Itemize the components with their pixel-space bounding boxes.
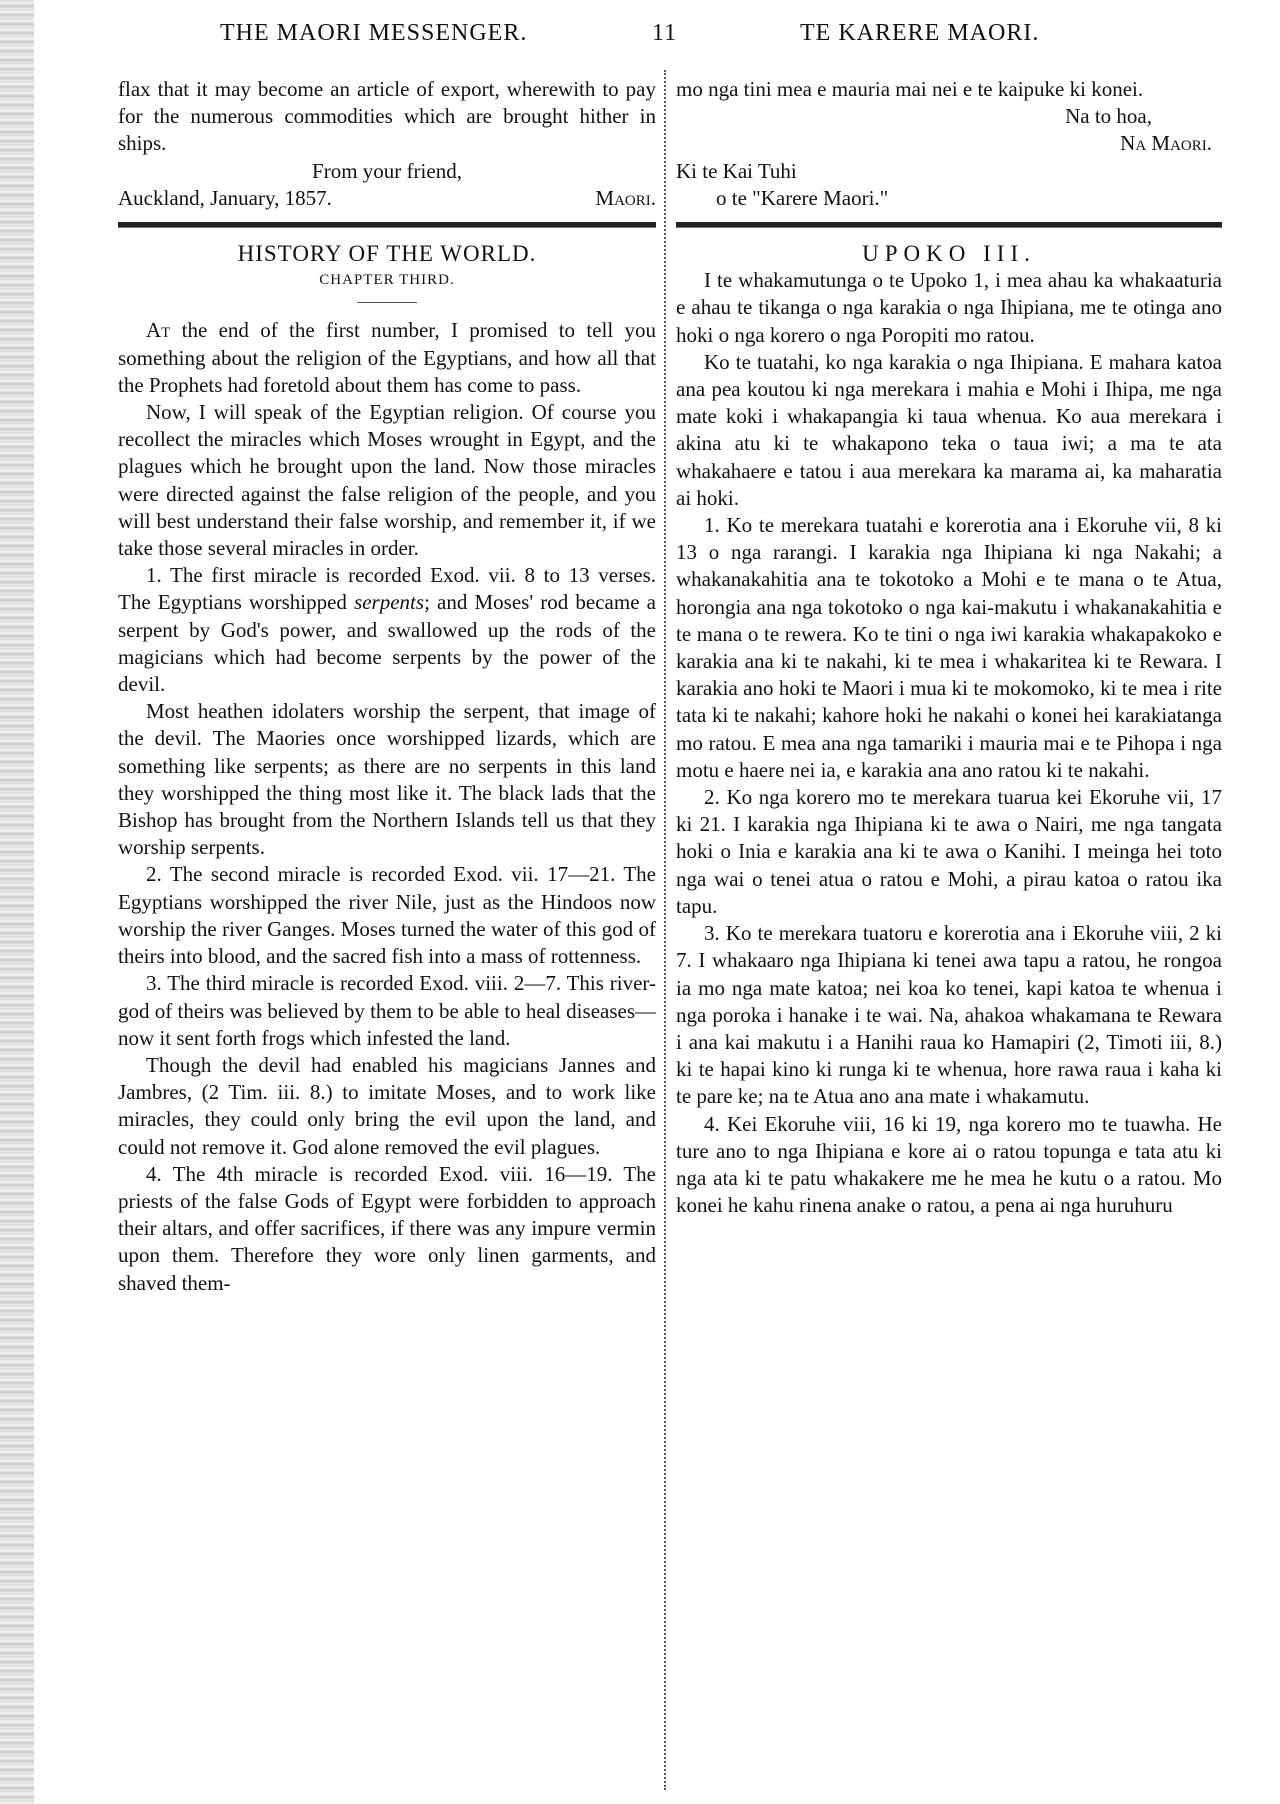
article-title: HISTORY OF THE WORLD.: [237, 241, 537, 267]
paragraph-4: Most heathen idolaters worship the serpent, that image of the devil. The Maories once worshipped lizards, which are something like serpents; as there are no serpents in this land they worshipped the thing most like it. The black lads that the Bishop has brought from the Northern Islands tell us that they worship serpents.: [118, 699, 656, 860]
paragraph-1: [118, 317, 656, 399]
english-column: [118, 76, 656, 1297]
paragraph-maori-3: 1. Ko te merekara tuatahi e korerotia ana i Ekoruhe vii, 8 ki 13 o nga rarangi. I karakia nga Ihipiana ki nga Nakahi; a whakanakahitia ana te tokotoko a Mohi e te mana o te Atua, horongia ana nga tokotoko o nga kai-makutu i whakanakahitia e te mana o te rewera. Ko te tini o nga iwi karakia whakapakoko e karakia ana ki te nakahi, ki te mea i whakaritea ki te Rewara. I karakia ano hoki te Maori i mua ki te mokomoko, ki te mea i rite tata ki te nakahi; kahore hoki he nakahi o konei hei karakiatanga mo ratou. E mea ana nga tamariki i mauria mai e te Pihopa i nga motu e haere nei ia, e karakia ana ano ratou ki te nakahi.: [676, 513, 1222, 782]
letter-signature-row: [118, 185, 656, 212]
page-number: 11: [652, 20, 678, 46]
letter-address-2: o te "Karere Maori.": [716, 185, 889, 210]
letter-signature-maori: Na Maori.: [1120, 131, 1212, 156]
chapter-heading-maori: UPOKO III.: [862, 241, 1036, 267]
paragraph-6: 3. The third miracle is recorded Exod. viii. 2—7. This river-god of theirs was believed by them to be able to heal diseases—now it sent forth frogs which infested the land.: [118, 971, 656, 1050]
paragraph-1-lead: At: [146, 318, 171, 343]
letter-closing-maori: Na to hoa,: [1065, 104, 1152, 129]
header-title-english: THE MAORI MESSENGER.: [220, 20, 528, 46]
section-rule-maori: [676, 222, 1222, 228]
paragraph-maori-5: 3. Ko te merekara tuatoru e korerotia ana i Ekoruhe viii, 2 ki 7. I whakaaro nga Ihipiana ki tenei awa tapu a ratou, he rongoa ia mo nga mate katoa; nei koa ko tenei, kapi katoa te whenua i nga poroka i hanake i te wai. Na, ahakoa whakamana te Rewara i ana kai makutu i a Hanihi raua ko Hamapiri (2, Timoti iii, 8.) ki te hapai kino ki runga ki te whenua, hore rawa raua i kaha ki te pare ke; na te Atua ano ana mate i whakamutu.: [676, 921, 1222, 1109]
running-header: [200, 20, 1100, 60]
paragraph-3-text-a: 1. The first miracle is recorded Exod. vii. 8 to 13 verses. The Egyptians worshipped: [118, 563, 656, 615]
paragraph-maori-4: 2. Ko nga korero mo te merekara tuarua kei Ekoruhe vii, 17 ki 21. I karakia nga Ihipiana ki te awa o Nairi, me nga tangata hoki o Inia e karakia ana ki te awa o Kanihi. I meinga hei toto nga wai o tenei atua o ratou e Mohi, a pirau katoa o ratou ika tapu.: [676, 785, 1222, 918]
paragraph-3-emphasis: serpents: [354, 590, 425, 615]
letter-ending: flax that it may become an article of export, wherewith to pay for the numerous commodities which are brought hither in ships.: [118, 77, 656, 156]
page-binding-edge: [0, 0, 34, 1804]
section-rule: [118, 222, 656, 228]
paragraph-maori-6: 4. Kei Ekoruhe viii, 16 ki 19, nga korero mo te tuawha. He ture ano to nga Ihipiana e kore ai o ratou topunga e tata atu ki nga ata ki te patu whakakere me he mea he kutu o a ratou. Mo konei he kahu rinena anake o ratou, a pena ai nga huruhuru: [676, 1111, 1222, 1218]
paragraph-2: Now, I will speak of the Egyptian religion. Of course you recollect the miracles which Moses wrought in Egypt, and the plagues which he brought upon the land. Now those miracles were directed against the false religion of the people, and you will best understand their false worship, and remember it, if we take those several miracles in order.: [118, 400, 656, 561]
column-divider: [664, 70, 666, 1790]
paragraph-7: Though the devil had enabled his magicians Jannes and Jambres, (2 Tim. iii. 8.) to imitate Moses, and to work like miracles, they could only bring the evil upon the land, and could not remove it. God alone removed the evil plagues.: [118, 1052, 656, 1159]
short-rule: [357, 302, 417, 303]
letter-address-1: Ki te Kai Tuhi: [676, 158, 797, 183]
paragraph-8: 4. The 4th miracle is recorded Exod. viii. 16—19. The priests of the false Gods of Egypt were forbidden to approach their altars, and offer sacrifices, if there was any impure vermin upon them. Therefore they wore only linen garments, and shaved them-: [118, 1161, 656, 1295]
letter-closing: From your friend,: [312, 158, 462, 183]
maori-column: [676, 76, 1222, 1219]
letter-signature: Maori.: [595, 185, 656, 210]
header-title-maori: TE KARERE MAORI.: [800, 20, 1040, 46]
paragraph-maori-1: I te whakamutunga o te Upoko 1, i mea ahau ka whakaaturia e ahau te tikanga o nga karakia o nga Ihipiana, me te otinga ano hoki o nga korero o nga Poropiti mo ratou.: [676, 268, 1222, 347]
letter-place-date: Auckland, January, 1857.: [118, 185, 332, 210]
letter-ending-maori: mo nga tini mea e mauria mai nei e te kaipuke ki konei.: [676, 77, 1144, 101]
paragraph-maori-2: Ko te tuatahi, ko nga karakia o nga Ihipiana. E mahara katoa ana pea koutou ki nga merekara i mahia e Mohi i Ihipa, me nga mate koki i whakapangia ki taua whenua. Ko aua merekara i akina atu ki te whakapono teka o taua iwi; a ma te ata whakahaere e tatou i aua merekara ka marama ai, ka maharatia ai hoki.: [676, 349, 1222, 510]
paragraph-1-text: the end of the first number, I promised to tell you something about the religion of the Egyptians, and how all that the Prophets had foretold about them has come to pass.: [118, 318, 656, 397]
paragraph-5: 2. The second miracle is recorded Exod. vii. 17—21. The Egyptians worshipped the river Nile, just as the Hindoos now worship the river Ganges. Moses turned the water of this god of theirs into blood, and the sacred fish into a mass of rottenness.: [118, 862, 656, 969]
paragraph-3: [118, 562, 656, 698]
paragraph-3-text-b: ; and Moses' rod became a serpent by God's power, and swallowed up the rods of the magicians which had become serpents by the power of the devil.: [118, 590, 656, 697]
article-subtitle: CHAPTER THIRD.: [319, 272, 455, 289]
